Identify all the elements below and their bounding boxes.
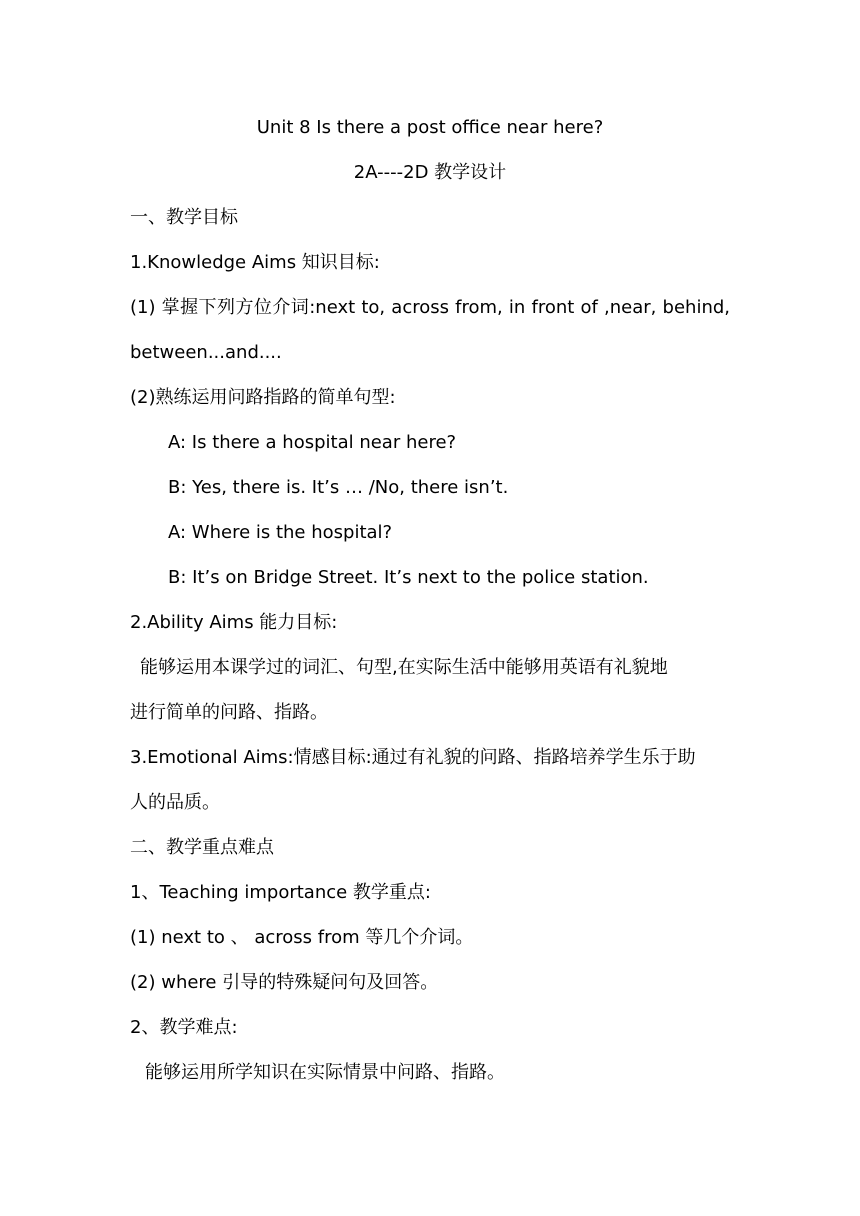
document-subtitle: 2A----2D 教学设计 [353, 162, 507, 183]
ability-aims-line-2: 进行简单的问路、指路。 [130, 702, 328, 723]
emotional-aims-line-1: 3.Emotional Aims:情感目标:通过有礼貌的问路、指路培养学生乐于助 [130, 747, 696, 768]
document-title: Unit 8 Is there a post office near here? [256, 117, 604, 138]
ability-aims-line-1: 能够运用本课学过的词汇、句型,在实际生活中能够用英语有礼貌地 [140, 657, 668, 678]
teaching-importance-item-2: (2) where 引导的特殊疑问句及回答。 [130, 972, 439, 993]
section-heading-teaching-aims: 一、教学目标 [130, 207, 238, 228]
teaching-importance-item-1: (1) next to 、 across from 等几个介词。 [130, 927, 474, 948]
knowledge-item-1-line-2: between...and.... [130, 342, 282, 363]
emotional-aims-line-2: 人的品质。 [130, 792, 220, 813]
teaching-difficulty-line: 能够运用所学知识在实际情景中问路、指路。 [145, 1062, 505, 1083]
dialog-line-a2: A: Where is the hospital? [168, 522, 393, 543]
teaching-importance-heading: 1、Teaching importance 教学重点: [130, 882, 431, 903]
dialog-line-b2: B: It’s on Bridge Street. It’s next to the police station. [168, 567, 649, 588]
dialog-line-b1: B: Yes, there is. It’s … /No, there isn’t. [168, 477, 509, 498]
knowledge-aims-heading: 1.Knowledge Aims 知识目标: [130, 252, 380, 273]
teaching-difficulty-heading: 2、教学难点: [130, 1017, 238, 1038]
dialog-line-a1: A: Is there a hospital near here? [168, 432, 457, 453]
knowledge-item-2-heading: (2)熟练运用问路指路的简单句型: [130, 387, 396, 408]
ability-aims-heading: 2.Ability Aims 能力目标: [130, 612, 338, 633]
knowledge-item-1-line-1: (1) 掌握下列方位介词:next to, across from, in front of ,near, behind, [130, 297, 730, 318]
section-heading-key-points: 二、教学重点难点 [130, 837, 274, 858]
